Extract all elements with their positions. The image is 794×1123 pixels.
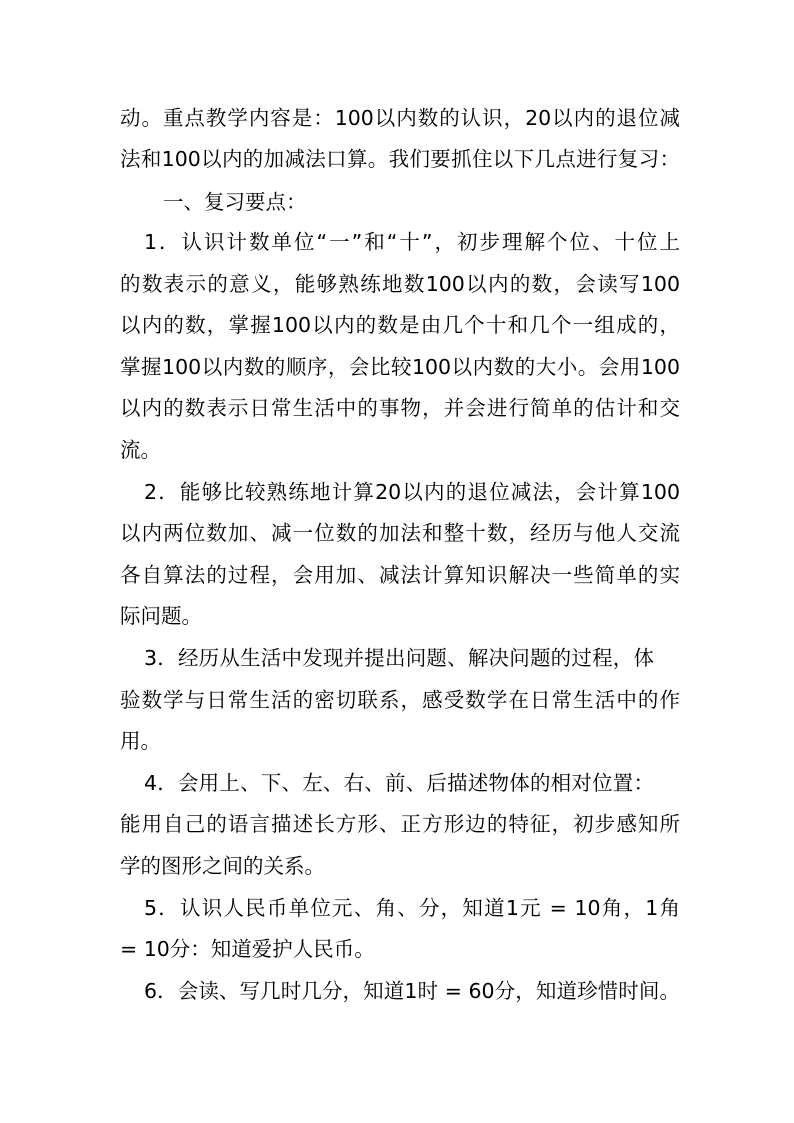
text-line: 以内的数表示日常生活中的事物，并会进行简单的估计和交 <box>120 396 680 420</box>
text-line: 2．能够比较熟练地计算20以内的退位减法，会计算100 <box>144 480 680 504</box>
text-line: 流。 <box>120 438 161 462</box>
text-line: 3．经历从生活中发现并提出问题、解决问题的过程，体 <box>144 646 654 670</box>
text-line: 际问题。 <box>120 604 202 628</box>
text-line: 各自算法的过程，会用加、减法计算知识解决一些简单的实 <box>120 563 680 587</box>
text-line: 动。重点教学内容是：100以内数的认识，20以内的退位减 <box>120 106 680 130</box>
text-line: 掌握100以内数的顺序，会比较100以内数的大小。会用100 <box>120 355 680 379</box>
text-line: 1．认识计数单位“一”和“十”，初步理解个位、十位上 <box>144 230 680 254</box>
text-line: 以内两位数加、减一位数的加法和整十数，经历与他人交流 <box>120 521 680 545</box>
text-line: 6．会读、写几时几分，知道1时 = 60分，知道珍惜时间。 <box>144 979 680 1003</box>
text-line: = 10分：知道爱护人民币。 <box>120 937 375 961</box>
text-line: 学的图形之间的关系。 <box>120 854 325 878</box>
text-line: 验数学与日常生活的密切联系，感受数学在日常生活中的作 <box>120 688 680 712</box>
text-line: 以内的数，掌握100以内的数是由几个十和几个一组成的， <box>120 313 680 337</box>
text-line: 法和100以内的加减法口算。我们要抓住以下几点进行复习： <box>120 147 680 171</box>
text-line: 能用自己的语言描述长方形、正方形边的特征，初步感知所 <box>120 812 680 836</box>
section-heading: 一、复习要点： <box>163 190 307 214</box>
text-line: 4．会用上、下、左、右、前、后描述物体的相对位置： <box>144 771 654 795</box>
text-line: 5．认识人民币单位元、角、分，知道1元 = 10角，1角 <box>144 896 680 920</box>
text-line: 的数表示的意义，能够熟练地数100以内的数，会读写100 <box>120 272 680 296</box>
text-line: 用。 <box>120 729 161 753</box>
